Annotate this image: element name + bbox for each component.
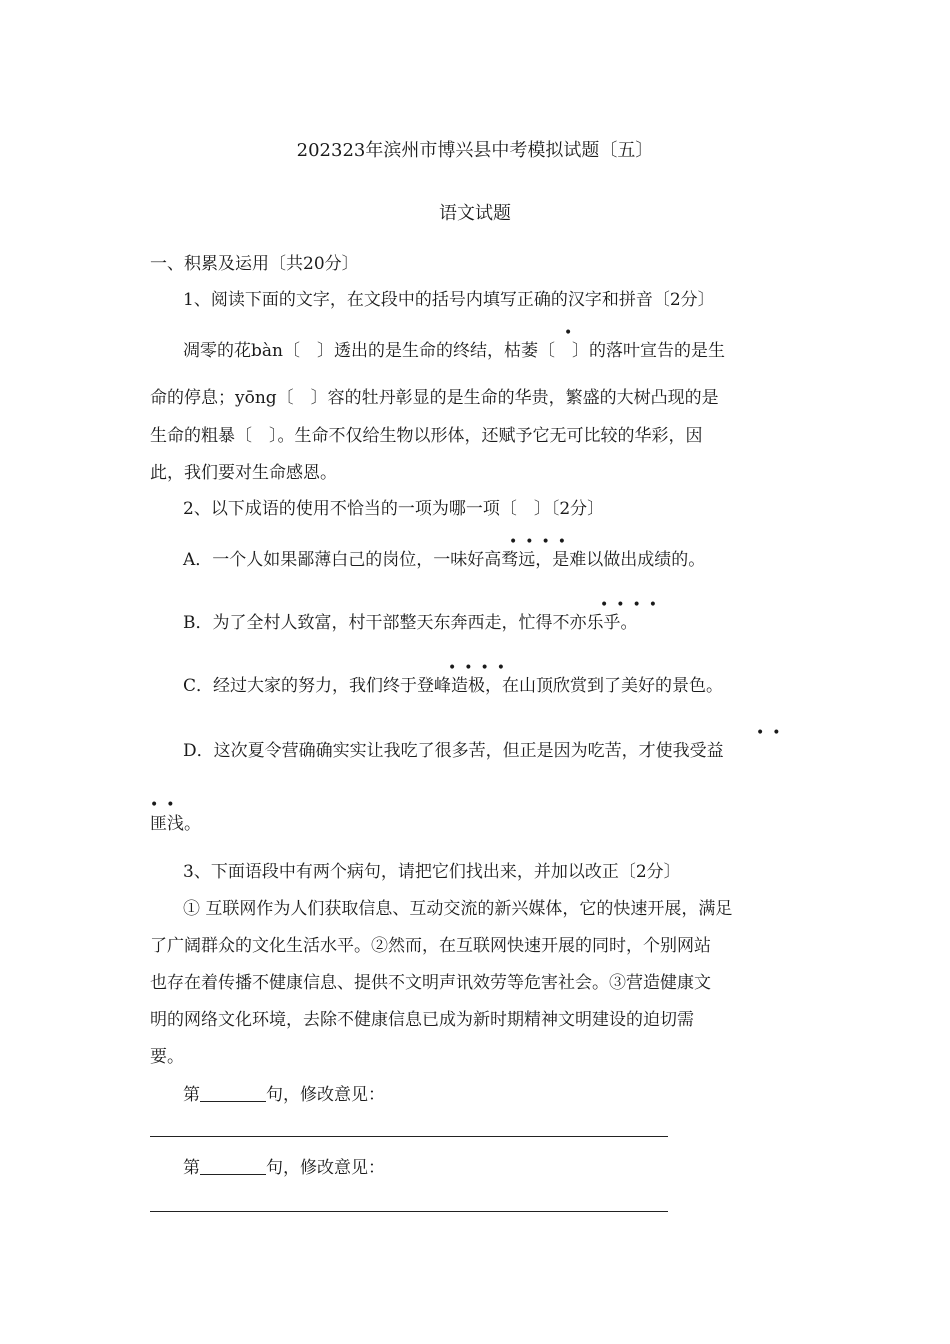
sentence-number-blank[interactable]: [200, 1156, 266, 1175]
answer-write-line[interactable]: [150, 1136, 668, 1137]
sentence-number-blank[interactable]: [200, 1083, 266, 1102]
document-title: 202323年滨州市博兴县中考模拟试题〔五〕: [296, 140, 654, 161]
q2-option-c: C．经过大家的努力，我们终于登峰造极，在山顶欣赏到了美好的景色。: [183, 676, 724, 696]
q2-option-d-cont: 匪浅。: [150, 814, 201, 834]
emphasis-dots: •: [564, 325, 581, 341]
emphasis-dots: ••: [756, 725, 789, 741]
q3-paragraph-line: ① 互联网作为人们获取信息、互动交流的新兴媒体，它的快速开展，满足: [183, 899, 733, 919]
q3-prompt: 3、下面语段中有两个病句，请把它们找出来，并加以改正〔2分〕: [183, 862, 681, 882]
answer-prefix: 第: [183, 1158, 200, 1178]
section-heading: 一、积累及运用〔共20分〕: [150, 254, 359, 274]
q2-option-d: D．这次夏令营确确实实让我吃了很多苦，但正是因为吃苦，才使我受益: [183, 741, 724, 761]
q1-text-line: 凋零的花bàn〔 〕透出的是生命的终结，枯萎〔 〕的落叶宣告的是生: [183, 341, 725, 361]
q2-option-a: A．一个人如果鄙薄白己的岗位，一味好高骛远，是难以做出成绩的。: [183, 550, 706, 570]
q2-prompt: 2、以下成语的使用不恰当的一项为哪一项〔 〕〔2分〕: [183, 499, 605, 519]
answer-row: [183, 1156, 385, 1179]
q1-text-line: 生命的粗暴〔 〕。生命不仅给生物以形体，还赋予它无可比较的华彩，因: [150, 426, 703, 446]
q2-option-b: B．为了全村人致富，村干部整天东奔西走，忙得不亦乐乎。: [183, 613, 638, 633]
emphasis-dots: ••••: [509, 534, 575, 550]
q3-paragraph-line: 要。: [150, 1047, 184, 1067]
document-subtitle: 语文试题: [439, 203, 511, 224]
answer-write-line[interactable]: [150, 1211, 668, 1212]
q3-paragraph-line: 明的网络文化环境，去除不健康信息已成为新时期精神文明建设的迫切需: [150, 1010, 694, 1030]
emphasis-dots: ••: [150, 797, 183, 813]
answer-row: [183, 1083, 385, 1106]
emphasis-dots: ••••: [448, 660, 514, 676]
q3-paragraph-line: 也存在着传播不健康信息、提供不文明声讯效劳等危害社会。③营造健康文: [150, 973, 711, 993]
answer-suffix: 句，修改意见：: [266, 1085, 385, 1105]
answer-prefix: 第: [183, 1085, 200, 1105]
q1-text-line: 此，我们要对生命感恩。: [150, 463, 337, 483]
emphasis-dots: ••••: [600, 597, 666, 613]
q1-text-line: 命的停息；yōng〔 〕容的牡丹彰显的是生命的华贵，繁盛的大树凸现的是: [150, 388, 719, 408]
answer-suffix: 句，修改意见：: [266, 1158, 385, 1178]
q1-prompt: 1、阅读下面的文字，在文段中的括号内填写正确的汉字和拼音〔2分〕: [183, 290, 715, 310]
q3-paragraph-line: 了广阔群众的文化生活水平。②然而，在互联网快速开展的同时，个别网站: [150, 936, 711, 956]
